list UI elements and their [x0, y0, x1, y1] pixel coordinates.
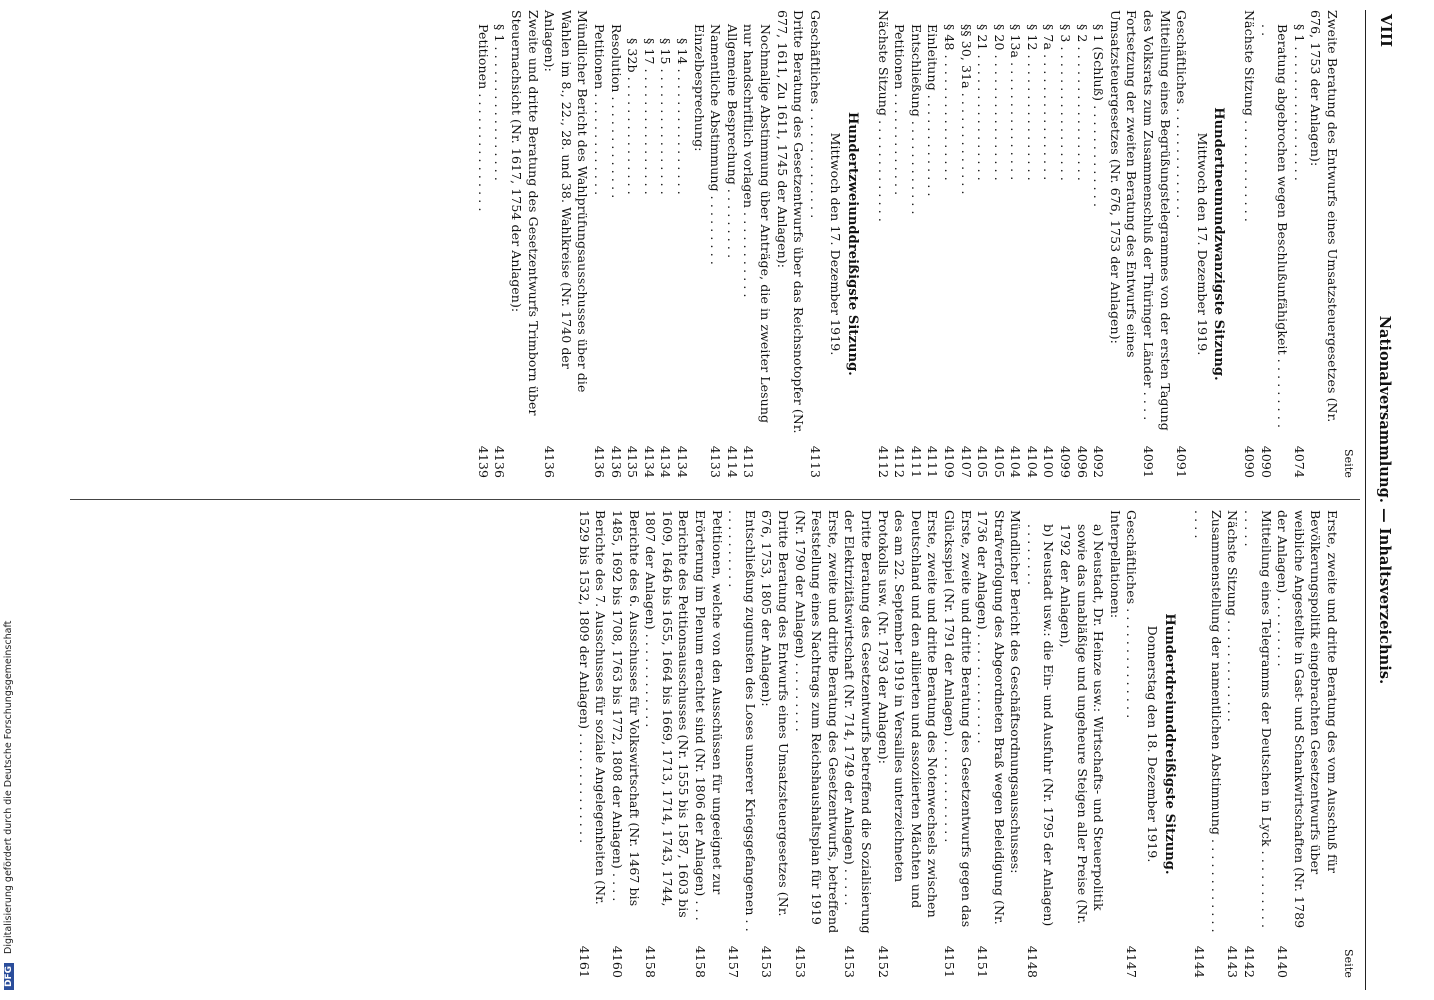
running-title: Nationalversammlung. — Inhaltsverzeichnis. [1376, 315, 1393, 685]
dfg-logo: DFG [4, 963, 14, 990]
toc-entry [1123, 510, 1140, 978]
toc-page-number: 4142 [1242, 945, 1258, 978]
session-date: Mittwoch den 17. Dezember 1919. [828, 132, 844, 356]
toc-entry [758, 510, 791, 978]
toc-page-number: 4147 [1124, 945, 1140, 978]
toc-entry [1307, 10, 1340, 478]
toc-entry [924, 10, 941, 478]
toc-entry [640, 10, 657, 478]
right-column [60, 510, 1356, 978]
toc-entry-text: Berichte des 7. Ausschusses für soziale Angelegenheiten (Nr. 1529 bis 1532, 1809 der Anlagen) . . . . . . . . . . . . . . [576, 510, 609, 905]
toc-entry-text: Zweite Beratung des Entwurfs eines Umsatzsteuergesetzes (Nr. 676, 1753 der Anlagen): [1308, 10, 1340, 423]
session-heading: Hundertdreiunddreißigste Sitzung. [1161, 613, 1177, 875]
toc-page-number: 4161 [576, 945, 592, 978]
digitization-credit [3, 10, 17, 990]
toc-entry [791, 510, 841, 978]
toc-entry-text: Zweite und dritte Beratung des Gesetzentwurfs Trimborn über Steuernachsicht (Nr. 1617, 1754 der Anlagen): [509, 10, 541, 416]
toc-entry-text: § 7a . . . . . . . . . . . . . . . . [1041, 24, 1057, 181]
toc-page-number: 4104 [1008, 445, 1024, 478]
toc-entry [1106, 10, 1139, 478]
toc-entry [1240, 10, 1257, 478]
entry-list [474, 10, 822, 478]
toc-page-number: 4135 [625, 445, 641, 478]
toc-page-number: 4153 [842, 945, 858, 978]
toc-entry-text: Petitionen . . . . . . . . . . . . . . . [475, 24, 491, 212]
toc-entry [607, 10, 624, 478]
toc-entry-text: Allgemeine Besprechung . . . . . . . . . [724, 24, 740, 259]
toc-entry-text: Einleitung . . . . . . . . . . . . . [925, 24, 941, 197]
toc-entry-text: Fortsetzung der zweiten Beratung des Entwurfs eines Umsatzsteuergesetzes (Nr. 676, 1753 der Anlagen): [1107, 10, 1140, 358]
toc-entry [1139, 10, 1172, 478]
toc-entry [1257, 10, 1290, 478]
toc-page-number: 4144 [1192, 945, 1208, 978]
toc-page-number: 4099 [1058, 445, 1074, 478]
toc-entry [1274, 510, 1340, 978]
toc-page-number: 4153 [792, 945, 808, 978]
toc-entry [491, 10, 508, 478]
toc-page-number: 4109 [941, 445, 957, 478]
toc-entry [642, 510, 692, 978]
toc-entry [657, 10, 674, 478]
printed-sheet [60, 10, 1400, 990]
toc-page-number: 4152 [875, 945, 891, 978]
toc-page-number: 4111 [908, 445, 924, 478]
toc-entry [707, 10, 724, 478]
toc-entry [624, 10, 641, 478]
toc-entry-text: Zusammenstellung der namentlichen Abstimmung . . . . . . . . . . . . . . . . [1192, 510, 1224, 933]
toc-page-number: 4143 [1225, 945, 1241, 978]
toc-entry-text: Mitteilung eines Telegramms der Deutschen in Lyck . . . . . . . . . . . . . . . [1242, 510, 1274, 929]
toc-entry-text: Namentliche Abstimmung . . . . . . . . . [708, 24, 724, 265]
toc-entry [974, 10, 991, 478]
toc-page-number: 4112 [892, 445, 908, 478]
toc-entry-text: § 2 . . . . . . . . . . . . . . . . . [1074, 24, 1090, 181]
toc-page-number: 4091 [1174, 445, 1190, 478]
toc-entry [740, 10, 773, 478]
toc-entry-text: Nächste Sitzung . . . . . . . . . . . . . [1242, 10, 1258, 222]
toc-entry [907, 10, 924, 478]
toc-entry-text: Nächste Sitzung . . . . . . . . . . . . . [1225, 510, 1241, 722]
seite-label: Seite [1342, 449, 1355, 478]
toc-page-number: 4136 [492, 445, 508, 478]
toc-entry [508, 10, 541, 478]
toc-entry [1057, 510, 1107, 978]
toc-entry-text: Erste, zweite und dritte Beratung des Gesetzentwurfs gegen das Glücksspiel (Nr. 1791 der Anlagen) . . . . . . . . . . . . . [941, 510, 974, 928]
toc-page-number: 4114 [724, 445, 740, 478]
toc-entry [1290, 10, 1307, 478]
toc-page-number: 4136 [542, 445, 558, 478]
credit-text: Digitalisierung gefördert durch die Deutsche Forschungsgemeinschaft [3, 620, 14, 954]
column-divider [70, 499, 1360, 500]
toc-entry-text: § 12 . . . . . . . . . . . . . . . . [1024, 24, 1040, 181]
toc-entry-text: Mündlicher Bericht des Wahlprüfungsausschusses über die Wahlen im 8., 22., 28. und 38. Wahlkreise (Nr. 1740 der Anlagen): [542, 10, 591, 393]
toc-entry-text: § 13a . . . . . . . . . . . . . . . [1008, 24, 1024, 181]
toc-entry [1023, 510, 1056, 978]
toc-entry [1224, 510, 1241, 978]
toc-entry [1240, 510, 1273, 978]
toc-page-number: 4148 [1024, 945, 1040, 978]
entry-list [1191, 510, 1340, 978]
toc-entry [874, 510, 940, 978]
toc-entry [474, 10, 491, 478]
toc-entry-text: § 17 . . . . . . . . . . . . . . . . [641, 38, 657, 195]
toc-page-number: 4158 [693, 945, 709, 978]
toc-entry [725, 510, 758, 978]
toc-entry-text: Petitionen . . . . . . . . . . . . . [592, 24, 608, 196]
toc-page-number: 4096 [1074, 445, 1090, 478]
toc-entry-text: Geschäftliches . . . . . . . . . . . . . . [1124, 510, 1140, 719]
toc-page-number: 4151 [941, 945, 957, 978]
toc-entry [1007, 10, 1024, 478]
toc-page-number: 4104 [1024, 445, 1040, 478]
session-heading: Hundertneunundzwanzigste Sitzung. [1211, 107, 1227, 381]
toc-entry [590, 10, 607, 478]
session-date: Mittwoch den 17. Dezember 1919. [1194, 132, 1210, 356]
session-date: Donnerstag den 18. Dezember 1919. [1145, 625, 1161, 863]
toc-entry-text: a) Neustadt, Dr. Heinze usw.: Wirtschafts- und Steuerpolitik sowie das unabläßige und ungeheure Steigen aller Preise (Nr. 1792 der Anlagen), [1058, 524, 1107, 925]
entry-list [575, 510, 1139, 978]
toc-entry-text: Einzelbesprechung: [691, 24, 707, 152]
toc-entry-text: § 1 . . . . . . . . . . . . . . . . . [492, 24, 508, 181]
seite-label: Seite [1342, 949, 1355, 978]
toc-page-number: 4158 [643, 945, 659, 978]
toc-entry-text: Entschließung zugunsten des Loses unserer Kriegsgefangenen . . . . . . . . . . . . [726, 510, 758, 932]
toc-page-number: 4134 [658, 445, 674, 478]
toc-entry [940, 10, 957, 478]
toc-page-number: 4134 [675, 445, 691, 478]
toc-page-number: 4074 [1291, 445, 1307, 478]
toc-entry-text: b) Neustadt usw.: die Ein- und Ausfuhr (Nr. 1795 der Anlagen) . . . . . . . . [1024, 524, 1057, 927]
toc-entry-text: Mündlicher Bericht des Geschäftsordnungsausschusses: Strafverfolgung des Abgeordneten Braß wegen Beleidigung (Nr. 1736 der Anlagen) . . . . . . . . . . . . . . [975, 510, 1024, 925]
toc-entry-text: § 15 . . . . . . . . . . . . . . . . [658, 38, 674, 195]
toc-entry-text: Dritte Beratung des Gesetzentwurfs über das Reichsnotopfer (Nr. 677, 1611, Zu 1611, 1745 der Anlagen): [774, 10, 807, 434]
session-heading: Hundertzweiunddreißigste Sitzung. [844, 112, 860, 376]
toc-entry [1073, 10, 1090, 478]
toc-entry-text: § 3 . . . . . . . . . . . . . . . . . [1058, 24, 1074, 181]
toc-entry-text: Entschließung . . . . . . . . . . . . [908, 24, 924, 215]
toc-entry [1023, 10, 1040, 478]
toc-entry-text: § 32b . . . . . . . . . . . . . . . [625, 38, 641, 195]
toc-page-number: 4139 [475, 445, 491, 478]
toc-page-number: 4090 [1258, 445, 1274, 478]
left-column [60, 10, 1356, 478]
toc-entry-text: Erste, zweite und dritte Beratung des Gesetzentwurfs, betreffend Feststellung eines Nachtrags zum Reichshaushaltsplan für 1919 (Nr. 1790 der Anlagen) . . . . . . . . . [792, 510, 841, 934]
toc-entry-text: Erste, zweite und dritte Beratung des Notenwechsels zwischen Deutschland und den alliierten und assoziierten Mächten und des am 22. September 1919 in Versailles unterzeichneten Protokolls usw. (Nr. 1793 der Anlagen): [875, 510, 941, 918]
toc-entry-text: Erste, zweite und dritte Beratung des vom Ausschuß für Bevölkerungspolitik eingebrachten Gesetzentwurfs über weibliche Angestellte in Gast- und Schankwirtschaften (Nr. 1789 der Anlagen) . . . . . . . . . [1275, 510, 1340, 929]
toc-page-number: 4111 [925, 445, 941, 478]
toc-entry-text: § 21 . . . . . . . . . . . . . . . . [975, 24, 991, 181]
toc-entry-text: Mitteilung eines Begrüßungstelegrammes von der ersten Tagung des Volksrats zum Zusammenschluß der Thüringer Länder . . . . [1141, 10, 1173, 431]
toc-page-number: 4113 [807, 445, 823, 478]
toc-entry [608, 510, 641, 978]
toc-page-number: 4092 [1091, 445, 1107, 478]
toc-entry-text: Petitionen, welche von den Ausschüssen für ungeeignet zur Erörterung im Plenum erachtet sind (Nr. 1806 der Anlagen) . . . [693, 510, 725, 921]
toc-entry-text: §§ 30, 31a . . . . . . . . . . . . . [958, 24, 974, 195]
toc-page-number: 4133 [708, 445, 724, 478]
toc-entry [806, 10, 823, 478]
toc-page-number: 4136 [608, 445, 624, 478]
toc-entry-text: Berichte des 6. Ausschusses für Volkswirtschaft (Nr. 1467 bis 1485, 1692 bis 1708, 1763 bis 1772, 1808 der Anlagen) . . . . [610, 510, 642, 907]
toc-entry-text: § 14 . . . . . . . . . . . . . . . . [675, 38, 691, 195]
toc-entry-text: § 1 (Schluß) . . . . . . . . . . . . . [1091, 24, 1107, 208]
page-header [1365, 10, 1400, 990]
toc-entry-text: Resolution . . . . . . . . . . . . . [608, 24, 624, 199]
toc-page-number: 4100 [1041, 445, 1057, 478]
toc-page-number: 4140 [1275, 945, 1291, 978]
toc-entry [1057, 10, 1074, 478]
toc-entry-text: Berichte des Petitionsausschusses (Nr. 1555 bis 1587, 1603 bis 1609, 1646 bis 1655, 1664 bis 1669, 1713, 1714, 1743, 1744, 1807 der Anlagen) . . . . . . . . . . . . [643, 510, 692, 918]
toc-entry-text: § 20 . . . . . . . . . . . . . . . . [991, 24, 1007, 181]
toc-entry-text: Geschäftliches . . . . . . . . . . . . . . [1174, 10, 1190, 219]
toc-page-number: 4151 [975, 945, 991, 978]
entry-list [874, 10, 1189, 478]
toc-entry-text: Geschäftliches . . . . . . . . . . . . . . [807, 10, 823, 219]
toc-entry-text: Dritte Beratung des Entwurfs eines Umsatzsteuergesetzes (Nr. 676, 1753, 1805 der Anlagen): [759, 510, 791, 917]
toc-entry [974, 510, 1024, 978]
toc-page-number: 4113 [741, 445, 757, 478]
toc-entry [891, 10, 908, 478]
toc-entry-text: Nächste Sitzung . . . . . . . . . . . . . [875, 10, 891, 222]
toc-entry-text: Dritte Beratung des Gesetzentwurfs betreffend die Sozialisierung der Elektrizitätswirtschaft (Nr. 714, 1749 der Anlagen) . . . . . [842, 510, 874, 934]
toc-entry [1173, 10, 1190, 478]
entry-list [1240, 10, 1340, 478]
toc-entry-text: Petitionen . . . . . . . . . . . . . [892, 24, 908, 196]
toc-entry [541, 10, 591, 478]
toc-entry [1191, 510, 1224, 978]
toc-entry [575, 510, 608, 978]
toc-page-number: 4112 [875, 445, 891, 478]
toc-page-number: 4153 [759, 945, 775, 978]
toc-page-number: 4136 [592, 445, 608, 478]
toc-entry [773, 10, 806, 478]
toc-entry [723, 10, 740, 478]
toc-entry [1106, 510, 1123, 978]
toc-page-number: 4107 [958, 445, 974, 478]
toc-entry-text: Interpellationen: [1107, 510, 1123, 619]
toc-entry [841, 510, 874, 978]
toc-entry [690, 10, 707, 478]
toc-page-number: 4091 [1141, 445, 1157, 478]
toc-entry [990, 10, 1007, 478]
toc-entry-text: § 48 . . . . . . . . . . . . . . . . [941, 24, 957, 181]
toc-page-number: 4160 [610, 945, 626, 978]
toc-page-number: 4105 [991, 445, 1007, 478]
toc-entry [691, 510, 724, 978]
toc-entry [874, 10, 891, 478]
page-number: VIII [1377, 14, 1395, 48]
toc-page-number: 4105 [975, 445, 991, 478]
toc-entry [1090, 10, 1107, 478]
toc-page-number: 4134 [641, 445, 657, 478]
toc-page-number: 4157 [726, 945, 742, 978]
toc-page-number: 4090 [1242, 445, 1258, 478]
toc-entry-text: Beratung abgebrochen wegen Beschlußunfähigkeit . . . . . . . . . . . [1258, 24, 1291, 429]
toc-entry-text: Nochmalige Abstimmung über Anträge, die in zweiter Lesung nur handschriftlich vorlagen . . . . . . . . . . . [741, 24, 773, 424]
toc-entry [957, 10, 974, 478]
toc-entry-text: § 1 . . . . . . . . . . . . . . . . . [1291, 24, 1307, 181]
toc-entry [1040, 10, 1057, 478]
toc-entry [940, 510, 973, 978]
toc-entry [673, 10, 690, 478]
